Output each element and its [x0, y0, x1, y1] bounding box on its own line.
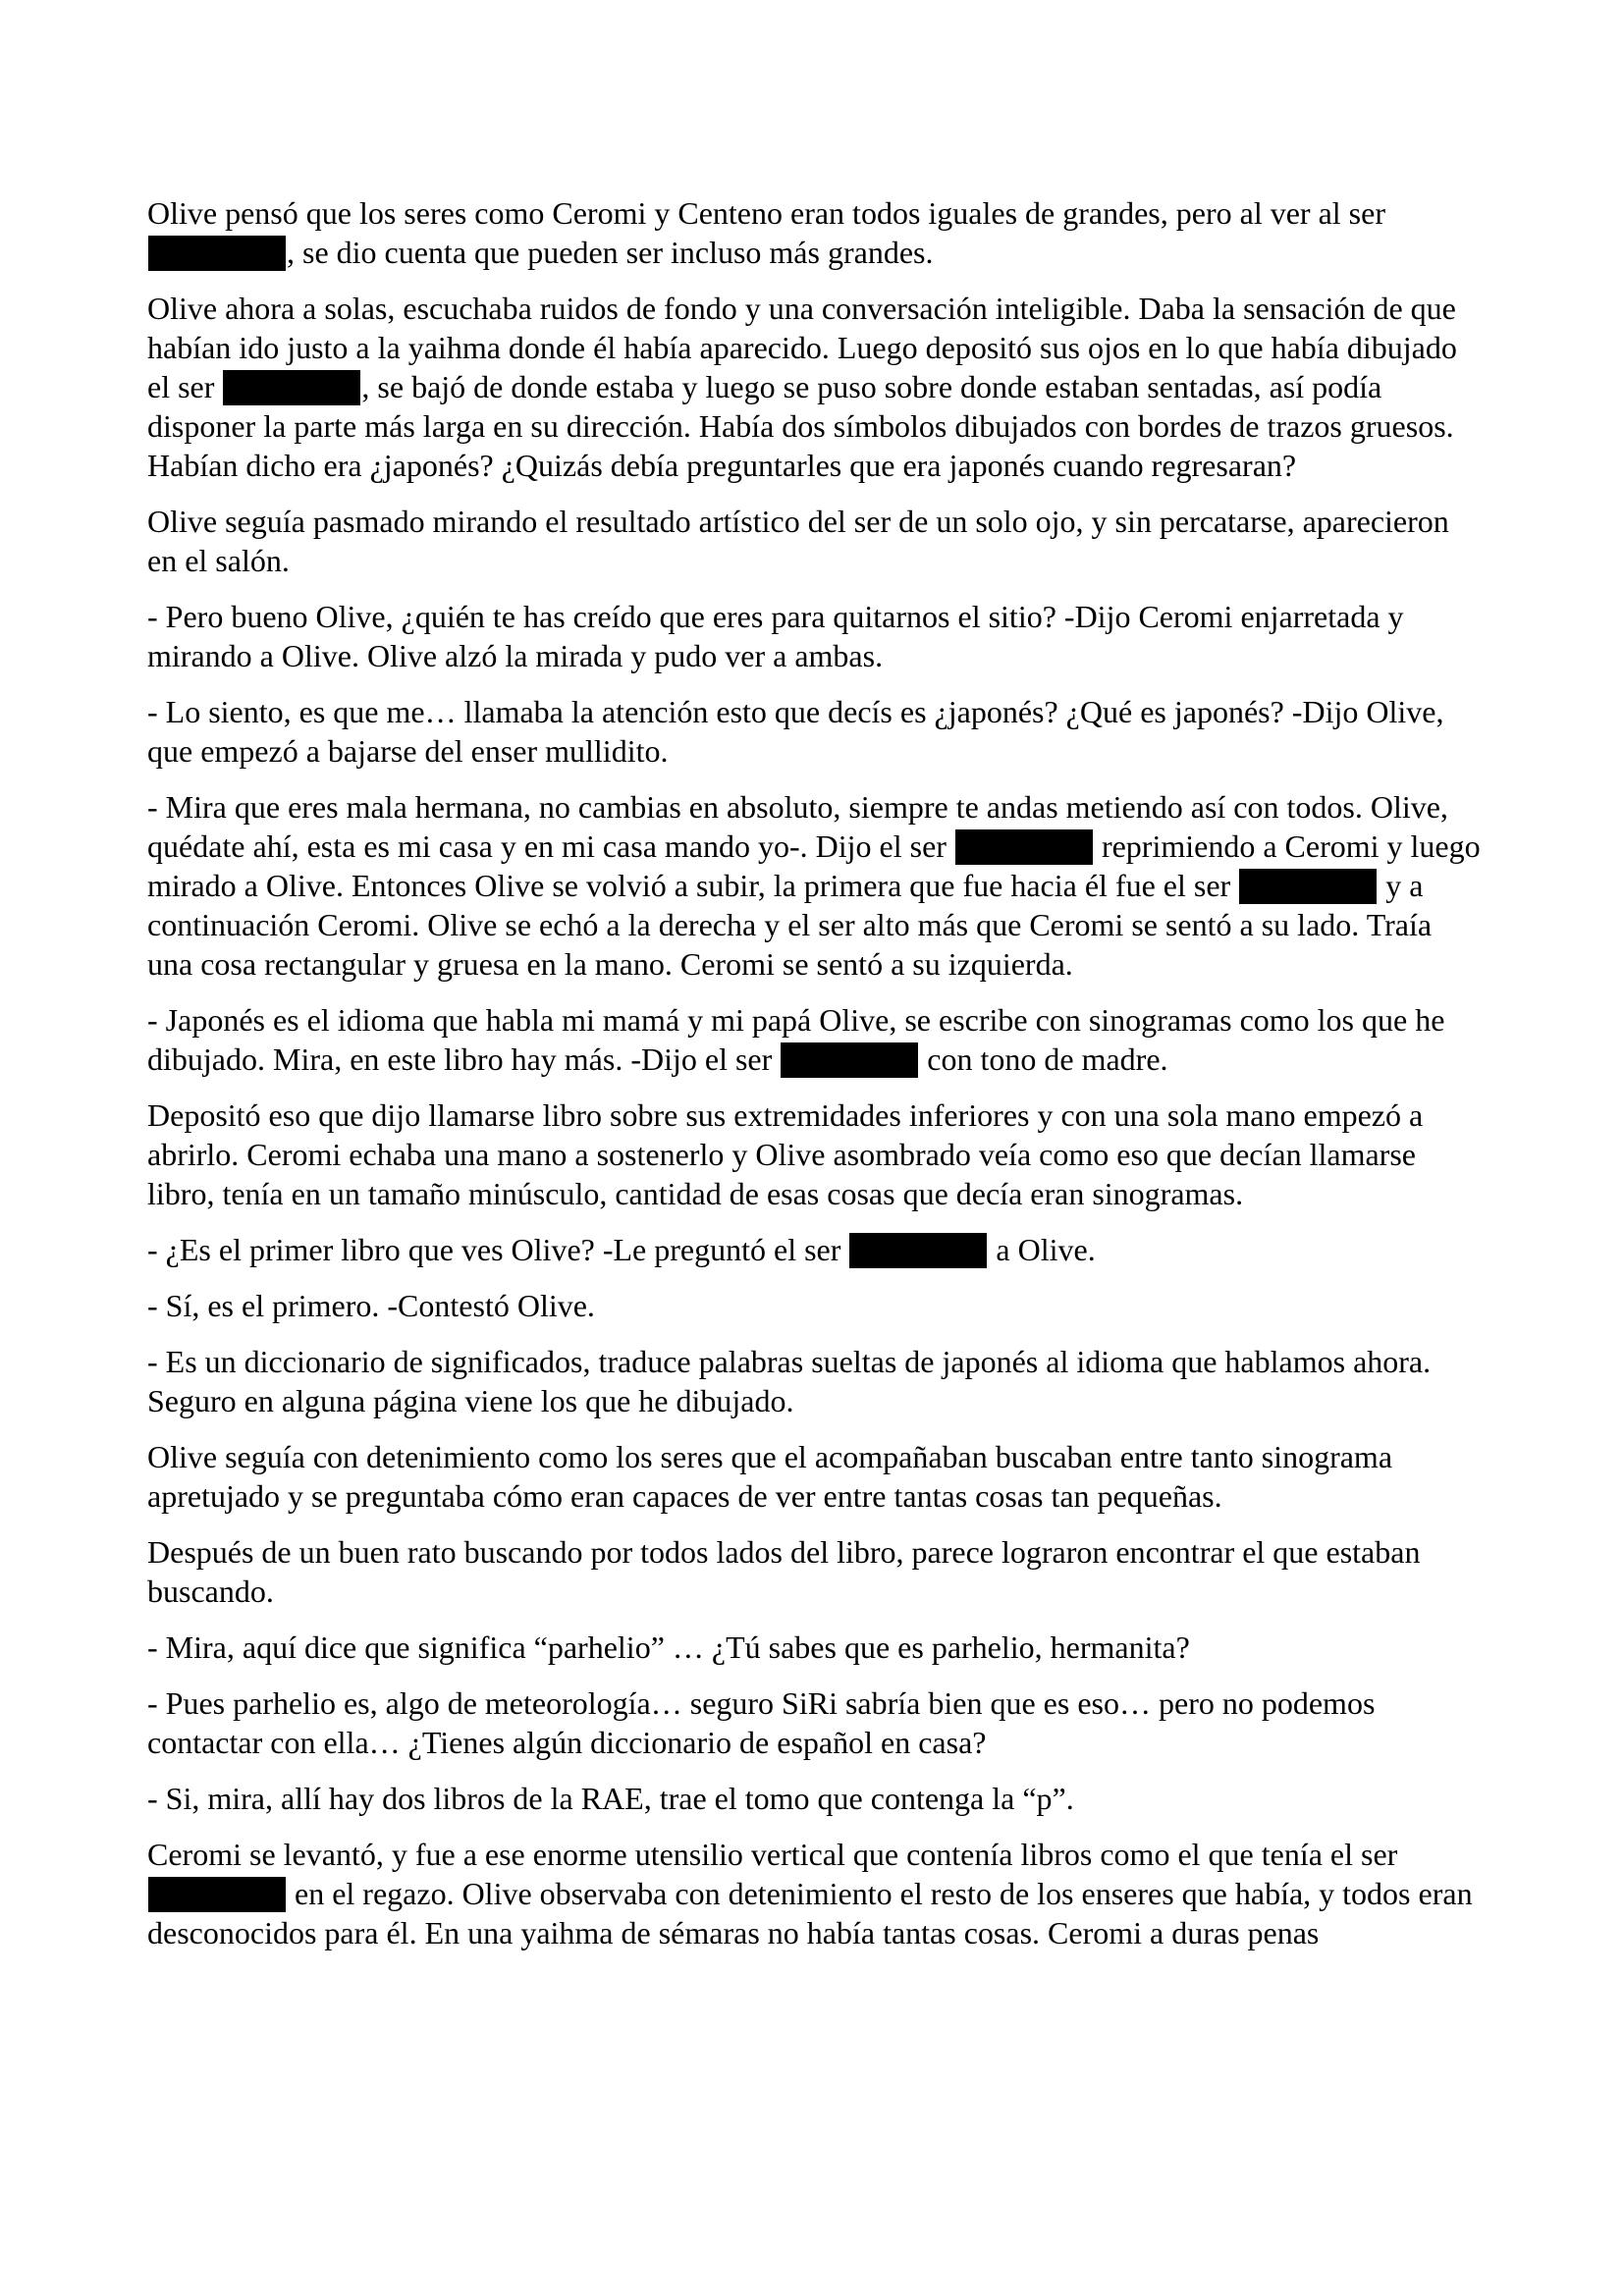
- redaction-bar: [148, 1877, 286, 1912]
- redaction-bar: [223, 370, 360, 405]
- paragraph: [147, 692, 1483, 771]
- paragraph-text: y a continuación Ceromi. Olive se echó a la derecha y el ser alto más que Ceromi se sentó a su lado. Traía una cosa rectangular y gruesa en la mano. Ceromi se sentó a su izquierda.: [147, 868, 1433, 982]
- paragraph-text: en el regazo. Olive observaba con detenimiento el resto de los enseres que había, y todos eran desconocidos para él. En una yaihma de sémaras no había tantas cosas. Ceromi a duras penas: [147, 1876, 1473, 1950]
- paragraph: [147, 597, 1483, 675]
- paragraph: [147, 1230, 1483, 1269]
- paragraph-text: Olive ahora a solas, escuchaba ruidos de fondo y una conversación inteligible. Daba la sensación de que habían ido justo a la yaihma donde él había aparecido. Luego depositó sus ojos en lo que había dibujado el ser: [147, 291, 1457, 404]
- paragraph-text: Olive seguía pasmado mirando el resultado artístico del ser de un solo ojo, y sin percatarse, aparecieron en el salón.: [147, 504, 1449, 578]
- paragraph-text: - ¿Es el primer libro que ves Olive? -Le preguntó el ser: [147, 1232, 849, 1267]
- redaction-bar: [1239, 869, 1377, 904]
- paragraph-text: Olive pensó que los seres como Ceromi y Centeno eran todos iguales de grandes, pero al ver al ser: [147, 195, 1385, 231]
- paragraph-text: , se bajó de donde estaba y luego se puso sobre donde estaban sentadas, así podía disponer la parte más larga en su dirección. Había dos símbolos dibujados con bordes de trazos gruesos. Habían dicho era ¿japonés? ¿Quizás debía preguntarles que era japonés cuando regresaran?: [147, 369, 1454, 483]
- paragraph-text: Depositó eso que dijo llamarse libro sobre sus extremidades inferiores y con una sola mano empezó a abrirlo. Ceromi echaba una mano a sostenerlo y Olive asombrado veía como eso que decían llamarse libro, tenía en un tamaño minúsculo, cantidad de esas cosas que decía eran sinogramas.: [147, 1097, 1424, 1211]
- paragraph: [147, 502, 1483, 580]
- paragraph: [147, 1779, 1483, 1818]
- document-body: [147, 193, 1483, 1969]
- paragraph-text: - Sí, es el primero. -Contestó Olive.: [147, 1288, 595, 1323]
- paragraph: [147, 1437, 1483, 1516]
- paragraph: [147, 1286, 1483, 1325]
- paragraph: [147, 1095, 1483, 1213]
- paragraph: [147, 1628, 1483, 1667]
- paragraph-text: - Mira que eres mala hermana, no cambias en absoluto, siempre te andas metiendo así con todos. Olive, quédate ahí, esta es mi casa y en mi casa mando yo-. Dijo el ser: [147, 789, 1448, 864]
- paragraph: [147, 1835, 1483, 1952]
- paragraph: [147, 1342, 1483, 1420]
- redaction-bar: [955, 829, 1093, 865]
- paragraph-text: con tono de madre.: [919, 1041, 1168, 1077]
- paragraph-text: - Japonés es el idioma que habla mi mamá y mi papá Olive, se escribe con sinogramas como los que he dibujado. Mira, en este libro hay más. -Dijo el ser: [147, 1002, 1445, 1077]
- paragraph: [147, 1000, 1483, 1079]
- paragraph-text: a Olive.: [988, 1232, 1096, 1267]
- redaction-bar: [849, 1233, 987, 1268]
- paragraph-text: - Pero bueno Olive, ¿quién te has creído que eres para quitarnos el sitio? -Dijo Ceromi enjarretada y mirando a Olive. Olive alzó la mirada y pudo ver a ambas.: [147, 599, 1404, 673]
- paragraph-text: reprimiendo a Ceromi y luego mirado a Olive. Entonces Olive se volvió a subir, la primera que fue hacia él fue el ser: [147, 828, 1481, 903]
- redaction-bar: [148, 236, 286, 271]
- paragraph: [147, 193, 1483, 272]
- paragraph-text: , se dio cuenta que pueden ser incluso más grandes.: [287, 235, 934, 270]
- paragraph-text: - Si, mira, allí hay dos libros de la RAE, trae el tomo que contenga la “p”.: [147, 1781, 1074, 1816]
- paragraph: [147, 787, 1483, 984]
- paragraph-text: Después de un buen rato buscando por todos lados del libro, parece lograron encontrar el que estaban buscando.: [147, 1534, 1421, 1609]
- paragraph-text: - Lo siento, es que me… llamaba la atención esto que decís es ¿japonés? ¿Qué es japonés? -Dijo Olive, que empezó a bajarse del enser mullidito.: [147, 694, 1444, 769]
- paragraph-text: - Mira, aquí dice que significa “parhelio” … ¿Tú sabes que es parhelio, hermanita?: [147, 1629, 1190, 1665]
- paragraph-text: - Pues parhelio es, algo de meteorología… seguro SiRi sabría bien que es eso… pero no podemos contactar con ella… ¿Tienes algún diccionario de español en casa?: [147, 1685, 1376, 1760]
- paragraph-text: Ceromi se levantó, y fue a ese enorme utensilio vertical que contenía libros como el que tenía el ser: [147, 1837, 1398, 1872]
- paragraph-text: - Es un diccionario de significados, traduce palabras sueltas de japonés al idioma que hablamos ahora. Seguro en alguna página viene los que he dibujado.: [147, 1344, 1432, 1418]
- redaction-bar: [781, 1042, 918, 1078]
- paragraph: [147, 1683, 1483, 1762]
- paragraph-text: Olive seguía con detenimiento como los seres que el acompañaban buscaban entre tanto sinograma apretujado y se preguntaba cómo eran capaces de ver entre tantas cosas tan pequeñas.: [147, 1439, 1393, 1514]
- paragraph: [147, 289, 1483, 485]
- paragraph: [147, 1532, 1483, 1611]
